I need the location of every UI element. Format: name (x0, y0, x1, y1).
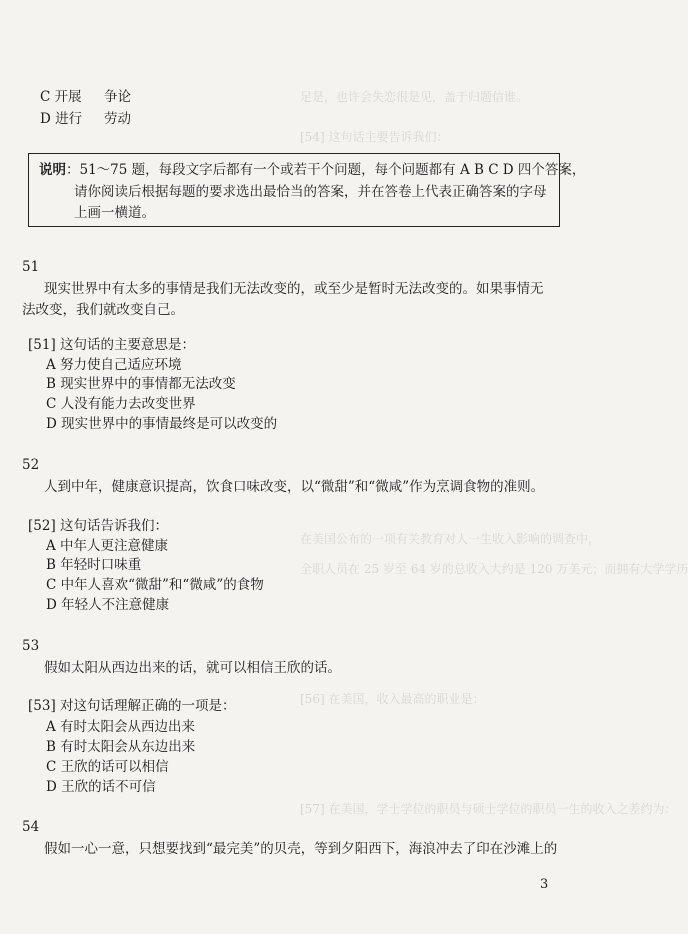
page-number: 3 (540, 877, 549, 892)
option-key: D 进行 (40, 111, 83, 127)
bleed-through-text: [57] 在美国，学士学位的职员与硕士学位的职员一生的收入之差约为： (300, 802, 677, 816)
option-d (40, 110, 131, 128)
instructions-line-2: 请你阅读后根据每题的要求选出最恰当的答案，并在答卷上代表正确答案的字母 (74, 184, 547, 200)
passage-line: 法改变，我们就改变自己。 (22, 302, 184, 318)
question-number: 52 (22, 457, 40, 473)
passage-line: 假如一心一意，只想要找到“最完美”的贝壳，等到夕阳西下，海浪冲去了印在沙滩上的 (44, 841, 558, 857)
answer-option: D 年轻人不注意健康 (46, 597, 170, 613)
option-key: C 开展 (40, 89, 82, 105)
option-c (40, 88, 131, 106)
question-prompt: [52] 这句话告诉我们： (28, 518, 169, 534)
option-value: 劳动 (104, 111, 131, 127)
passage-line: 人到中年，健康意识提高，饮食口味改变，以“微甜”和“微咸”作为烹调食物的准则。 (44, 479, 545, 495)
answer-option: A 有时太阳会从西边出来 (46, 719, 196, 735)
answer-option: A 中年人更注意健康 (46, 538, 169, 554)
question-prompt: [53] 对这句话理解正确的一项是： (28, 698, 236, 714)
question-prompt: [51] 这句话的主要意思是： (28, 337, 196, 353)
passage-line: 假如太阳从西边出来的话，就可以相信王欣的话。 (44, 660, 341, 676)
answer-option: C 人没有能力去改变世界 (46, 396, 196, 412)
question-number: 51 (22, 259, 40, 275)
bleed-through-text: 在美国公布的一项有关教育对人一生收入影响的调查中， (300, 532, 601, 546)
answer-option: C 王欣的话可以相信 (46, 759, 169, 775)
question-number: 53 (22, 638, 40, 654)
option-value: 争论 (104, 89, 131, 105)
answer-option: B 现实世界中的事情都无法改变 (46, 376, 236, 392)
answer-option: B 年轻时口味重 (46, 557, 142, 573)
bleed-through-text: [54] 这句话主要告诉我们： (300, 130, 449, 144)
instructions-line-3: 上画一横道。 (74, 205, 155, 221)
bleed-through-text: 足是，也许会失恋很是见，盖于归题信谁。 (300, 90, 529, 104)
passage-line: 现实世界中有太多的事情是我们无法改变的，或至少是暂时无法改变的。如果事情无 (44, 281, 544, 297)
answer-option: B 有时太阳会从东边出来 (46, 739, 196, 755)
instructions-label: 说明 (39, 162, 66, 178)
answer-option: C 中年人喜欢“微甜”和“微咸”的食物 (46, 577, 264, 593)
answer-option: D 王欣的话不可信 (46, 779, 156, 795)
answer-option: A 努力使自己适应环境 (46, 357, 182, 373)
instructions-box (28, 153, 586, 227)
instructions-line-1: 说明：51～75 题，每段文字后都有一个或若干个问题，每个问题都有 A B C D 四个答案， (39, 162, 586, 178)
bleed-through-text: 全职人员在 25 岁至 64 岁的总收入大约是 120 万美元；而拥有大学学历 (300, 562, 688, 576)
bleed-through-text: [56] 在美国，收入最高的职业是： (300, 692, 485, 706)
answer-option: D 现实世界中的事情最终是可以改变的 (46, 416, 278, 432)
question-number: 54 (22, 819, 40, 835)
